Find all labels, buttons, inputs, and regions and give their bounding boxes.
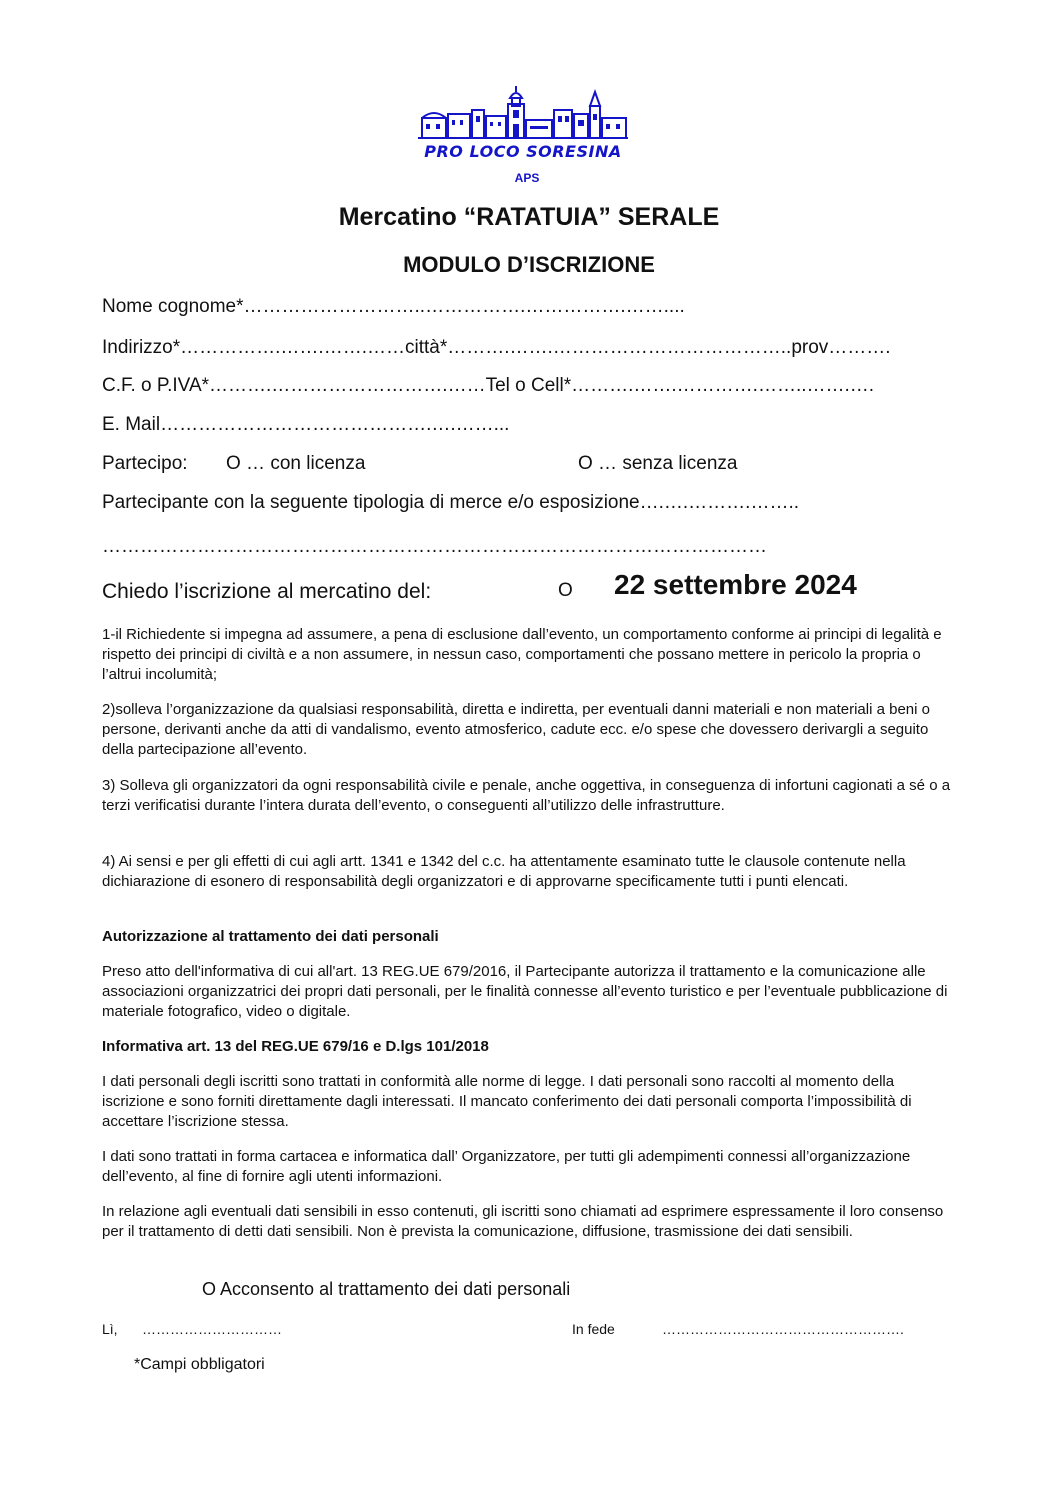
option-con-licenza[interactable]: O … con licenza bbox=[226, 453, 366, 474]
privacy-heading: Autorizzazione al trattamento dei dati personali bbox=[102, 928, 439, 945]
clause-1: 1-il Richiedente si impegna ad assumere, a pena di esclusione dall’evento, un comportamento conforme ai principi di legalità e rispetto dei principi di civiltà e a non assumere, in nessun caso, comportamenti che possano mettere in pericolo la propria o l’altrui incolumità; bbox=[102, 626, 942, 683]
pro-loco-logo bbox=[412, 84, 634, 186]
chiedo-label: Chiedo l’iscrizione al mercatino del: bbox=[102, 580, 432, 603]
field-tipologia-line[interactable]: …………………………………………………………………………………………… bbox=[102, 536, 767, 557]
signature-input[interactable]: ……………………………………………. bbox=[662, 1321, 904, 1337]
event-date: 22 settembre 2024 bbox=[614, 569, 857, 600]
clause-3: 3) Solleva gli organizzatori da ogni responsabilità civile e penale, anche oggettiva, in conseguenza di infortuni cagionati a sé o a terzi verificatisi durante l’intera durata dell’evento, o conseguenti all’utilizzo delle infrastrutture. bbox=[102, 777, 951, 814]
informativa-p2: I dati sono trattati in forma cartacea e informatica dall’ Organizzatore, per tutti gli adempimenti connessi all’organizzazione dell’evento, al fine di fornire agli utenti informazioni. bbox=[102, 1148, 911, 1185]
clause-2: 2)solleva l’organizzazione da qualsiasi responsabilità, diretta e indiretta, per eventuali danni materiali e non materiali a beni o persone, derivanti anche da atti di vandalismo, evento atmosferico, cadute ecc. e/o spese che dovessero derivargli a seguito della partecipazione all’evento. bbox=[102, 701, 930, 758]
place-input[interactable]: ………………………… bbox=[142, 1321, 282, 1337]
privacy-authorization: Preso atto dell'informativa di cui all'art. 13 REG.UE 679/2016, il Partecipante autorizza il trattamento e la comunicazione alle associazioni organizzatrici dei propri dati personali, per le finalità connesse all’evento turistico e per l’eventuale pubblicazione di materiale fotografico, video o digitale. bbox=[102, 963, 948, 1020]
place-label: Lì, bbox=[102, 1321, 118, 1337]
date-checkbox[interactable]: O bbox=[558, 580, 573, 601]
clause-4: 4) Ai sensi e per gli effetti di cui agli artt. 1341 e 1342 del c.c. ha attentamente esaminato tutte le clausole contenute nella dichiarazione di esonero di responsabilità degli organizzatori e di approvarne specificamente tutti i punti elencati. bbox=[102, 853, 906, 890]
signature-label: In fede bbox=[572, 1321, 615, 1337]
page-title: Mercatino “RATATUIA” SERALE bbox=[338, 203, 720, 231]
informativa-p3: In relazione agli eventuali dati sensibili in esso contenuti, gli iscritti sono chiamati ad esprimere espressamente il loro consenso per il trattamento di detti dati sensibili. Non è prevista la comunicazione, diffusione, trasmissione dei dati sensibili. bbox=[102, 1203, 944, 1240]
field-indirizzo[interactable]: Indirizzo*…………….…….…….……città*……….…….………………………………..prov………. bbox=[102, 337, 891, 358]
informativa-p1: I dati personali degli iscritti sono trattati in conformità alle norme di legge. I dati personali sono raccolti al momento della iscrizione e sono forniti direttamente dagli interessati. Il mancato conferimento dei dati personali comporta l’impossibilità di accettare l’iscrizione stessa. bbox=[102, 1073, 912, 1130]
logo-aps: APS bbox=[514, 171, 540, 185]
informativa-heading: Informativa art. 13 del REG.UE 679/16 e D.lgs 101/2018 bbox=[102, 1038, 489, 1055]
field-nome-cognome[interactable]: Nome cognome*………………………..…………….…………….…….... bbox=[102, 296, 685, 317]
page-subtitle: MODULO D’ISCRIZIONE bbox=[403, 252, 655, 277]
logo-name: PRO LOCO SORESINA bbox=[424, 142, 622, 161]
option-senza-licenza[interactable]: O … senza licenza bbox=[578, 453, 738, 474]
partecipo-label: Partecipo: bbox=[102, 453, 188, 474]
town-skyline-icon bbox=[412, 84, 634, 144]
field-email[interactable]: E. Mail…………………………………….….……... bbox=[102, 414, 510, 435]
field-tipologia[interactable]: Partecipante con la seguente tipologia di merce e/o esposizione….….……….…….. bbox=[102, 492, 800, 513]
required-fields-note: *Campi obbligatori bbox=[134, 1356, 265, 1373]
field-cf-piva-tel[interactable]: C.F. o P.IVA*……….……………………….……Tel o Cell*……….…….………….……..…….…. bbox=[102, 375, 875, 396]
consent-checkbox[interactable]: O Acconsento al trattamento dei dati personali bbox=[202, 1279, 571, 1299]
